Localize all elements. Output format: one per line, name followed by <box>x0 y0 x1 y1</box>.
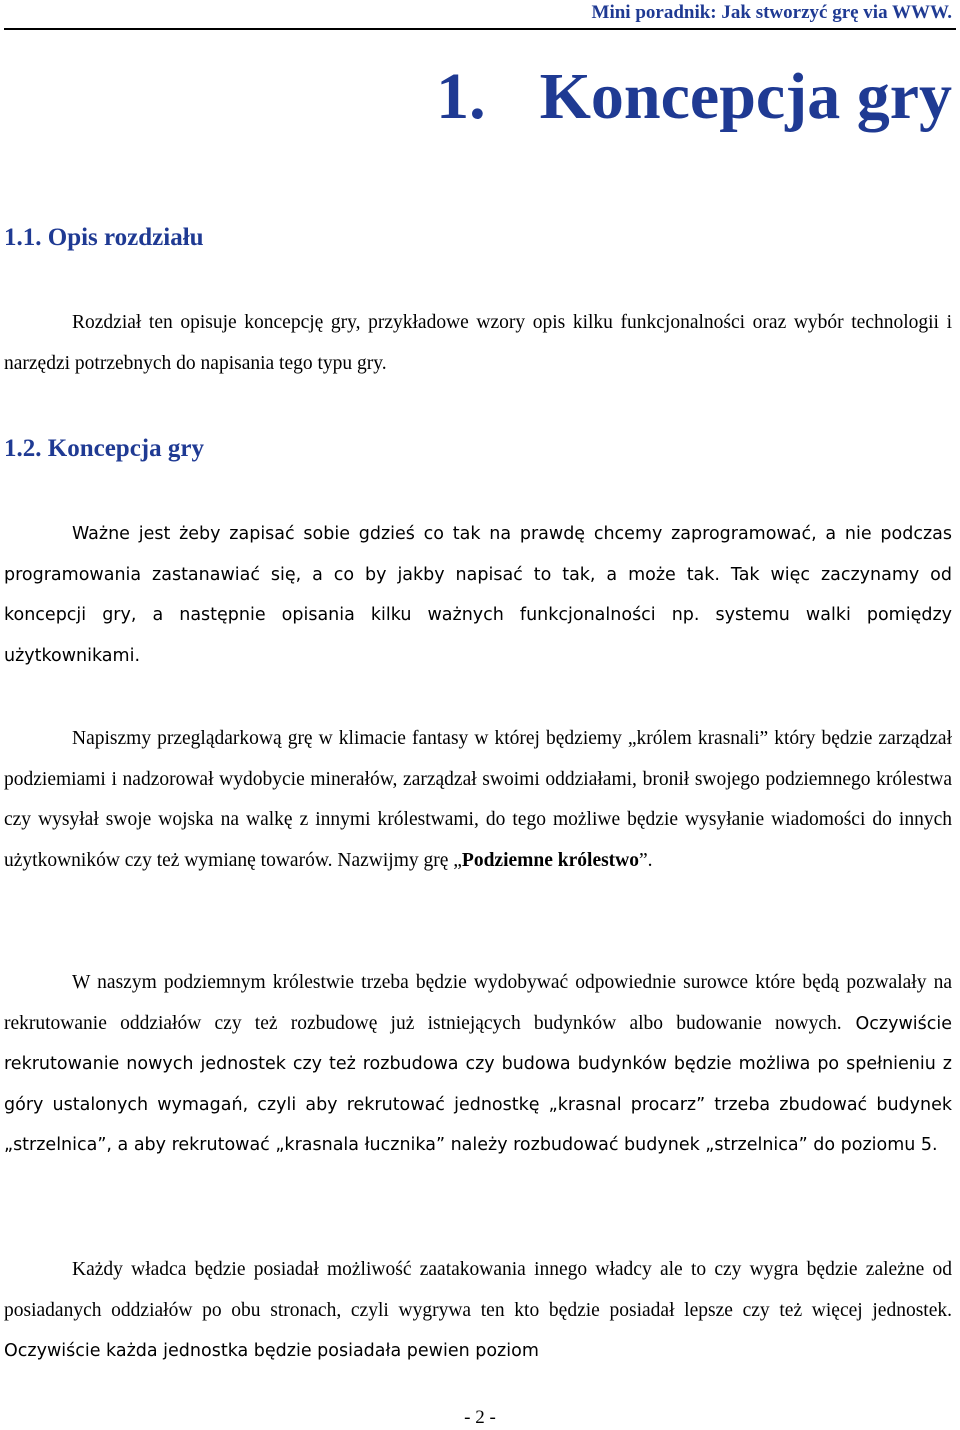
section-heading-1-1: 1.1. Opis rozdziału <box>4 224 204 251</box>
page-number: - 2 - <box>464 1407 496 1428</box>
paragraph-game-premise-text: Napiszmy przeglądarkową grę w klimacie fantasy w której będziemy „królem krasnali” który będzie zarządzał podziemiami i nadzorował wydobycie minerałów, zarządzał swoimi oddziałami, bronił swojego podziemnego królestwa czy wysyłał swoje wojska na walkę z innymi królestwami, do tego możliwe będzie wysyłanie wiadomości do innych użytkowników czy też wymianę towarów. Nazwijmy grę „ <box>4 728 952 871</box>
paragraph-concept-intro: Ważne jest żeby zapisać sobie gdzieś co tak na prawdę chcemy zaprogramować, a nie podczas programowania zastanawiać się, a co by jakby napisać to tak, a może tak. Tak więc zaczynamy od koncepcji gry, a następnie opisania kilku ważnych funkcjonalności np. systemu walki pomiędzy użytkownikami. <box>4 524 952 666</box>
paragraph-game-premise <box>4 719 952 881</box>
section-heading-1-2: 1.2. Koncepcja gry <box>4 435 204 462</box>
header-divider <box>4 28 956 30</box>
game-name: Podziemne królestwo <box>461 849 640 871</box>
paragraph-game-premise-end: ”. <box>639 849 653 871</box>
chapter-title-text: Koncepcja gry <box>539 60 952 133</box>
paragraph-resources <box>4 963 952 1166</box>
paragraph-combat-sans: Oczywiście każda jednostka będzie posiadała pewien poziom <box>4 1341 539 1362</box>
chapter-number: 1. <box>436 60 486 133</box>
paragraph-chapter-description: Rozdział ten opisuje koncepcję gry, przykładowe wzory opis kilku funkcjonalności oraz wybór technologii i narzędzi potrzebnych do napisania tego typu gry. <box>4 312 952 374</box>
paragraph-combat-serif: Każdy władca będzie posiadał możliwość zaatakowania innego władcy ale to czy wygra będzie zależne od posiadanych oddziałów po obu stronach, czyli wygrywa ten kto będzie posiadał lepsze czy też więcej jednostek. <box>4 1259 952 1321</box>
paragraph-resources-serif: W naszym podziemnym królestwie trzeba będzie wydobywać odpowiednie surowce które będą pozwalały na rekrutowanie oddziałów czy też rozbudowę już istniejących budynków albo budowanie nowych. <box>4 972 952 1034</box>
paragraph-combat <box>4 1250 952 1372</box>
paragraph-resources-sans: Oczywiście rekrutowanie nowych jednostek czy też rozbudowa czy budowa budynków będzie możliwa po spełnieniu z góry ustalonych wymagań, czyli aby rekrutować jednostkę „krasnal procarz” trzeba zbudować budynek „strzelnica”, a aby rekrutować „krasnala łucznika” należy rozbudować budynek „strzelnica” do poziomu 5. <box>4 1013 952 1156</box>
running-header: Mini poradnik: Jak stworzyć grę via WWW. <box>591 2 952 23</box>
chapter-title <box>436 60 952 133</box>
